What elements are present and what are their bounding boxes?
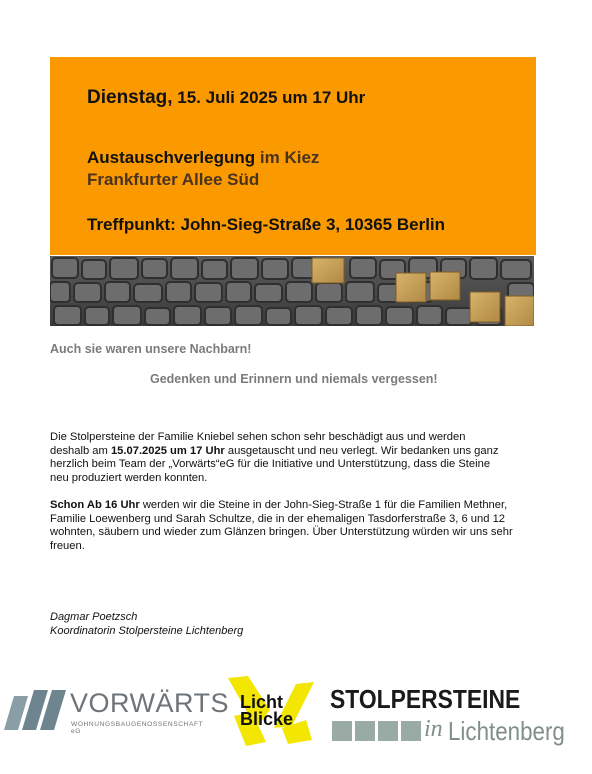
stolpersteine-square-icon	[378, 721, 398, 741]
event-date-time: 15. Juli 2025 um 17 Uhr	[172, 88, 366, 107]
event-title	[87, 148, 319, 168]
stolpersteine-square-icon	[355, 721, 375, 741]
paragraph-cleaning	[50, 499, 536, 553]
p1-text: herzlich beim Team der „Vorwärts“eG für die Initiative und Unterstützung, dass die Steine	[50, 458, 491, 471]
p2-text: werden wir die Steine in der John-Sieg-Straße 1 für die Familien Methner, Familie Loewenberg und Sarah Schultze, die in der ehemaligen Tasdorferstraße 3, 6 und 12 wohnten, säubern und wieder zum Glänzen bringen. Über Unterstützung würden wir uns sehr freuen.	[50, 499, 513, 552]
event-title-main: Austauschverlegung	[87, 148, 256, 167]
vorwaerts-name: VORWÄRTS	[70, 688, 230, 718]
signature-name: Dagmar Poetzsch	[50, 611, 138, 623]
vorwaerts-stripes-icon	[0, 688, 66, 732]
stolpersteine-lichtenberg-logo	[330, 684, 592, 754]
p1-text: deshalb am	[50, 444, 111, 457]
p2-time-highlight: Schon Ab 16 Uhr	[50, 499, 140, 511]
lichtblicke-line1: Licht	[240, 692, 283, 712]
signature	[50, 610, 243, 638]
p1-date-highlight: 15.07.2025 um 17 Uhr	[110, 444, 225, 457]
stolpersteine-photo	[50, 256, 534, 326]
stolpersteine-square-icon	[332, 721, 352, 741]
p1-text: Die Stolpersteine der Familie Kniebel sehen schon sehr beschädigt aus und werden	[50, 431, 466, 443]
event-weekday: Dienstag,	[87, 87, 173, 108]
subheading-remember: Gedenken und Erinnern und niemals vergessen!	[150, 372, 438, 386]
cobblestone-image	[50, 256, 534, 326]
event-date	[87, 87, 365, 109]
event-title-sub: im Kiez	[255, 148, 320, 167]
stolpersteine-title: STOLPERSTEINE	[330, 684, 521, 714]
signature-role: Koordinatorin Stolpersteine Lichtenberg	[50, 625, 244, 637]
stolpersteine-place: Lichtenberg	[448, 716, 565, 746]
paragraph-replacement	[50, 431, 536, 485]
lichtblicke-line2: Blicke	[240, 709, 294, 729]
event-banner	[50, 57, 536, 255]
p1-text: ausgetauscht und neu verlegt. Wir bedanken uns ganz	[224, 444, 499, 457]
stolpersteine-in: in	[424, 716, 443, 742]
subheading-neighbors: Auch sie waren unsere Nachbarn!	[50, 342, 252, 356]
p1-text: neu produziert werden konnten.	[50, 471, 208, 484]
stolpersteine-square-icon	[401, 721, 421, 741]
event-meeting-point: Treffpunkt: John-Sieg-Straße 3, 10365 Berlin	[87, 215, 446, 234]
lichtblicke-logo	[226, 676, 318, 746]
event-location-area: Frankfurter Allee Süd	[87, 170, 260, 189]
vorwaerts-logo	[0, 688, 230, 735]
vorwaerts-subtitle: WOHNUNGSBAUGENOSSENSCHAFT eG	[71, 721, 204, 735]
